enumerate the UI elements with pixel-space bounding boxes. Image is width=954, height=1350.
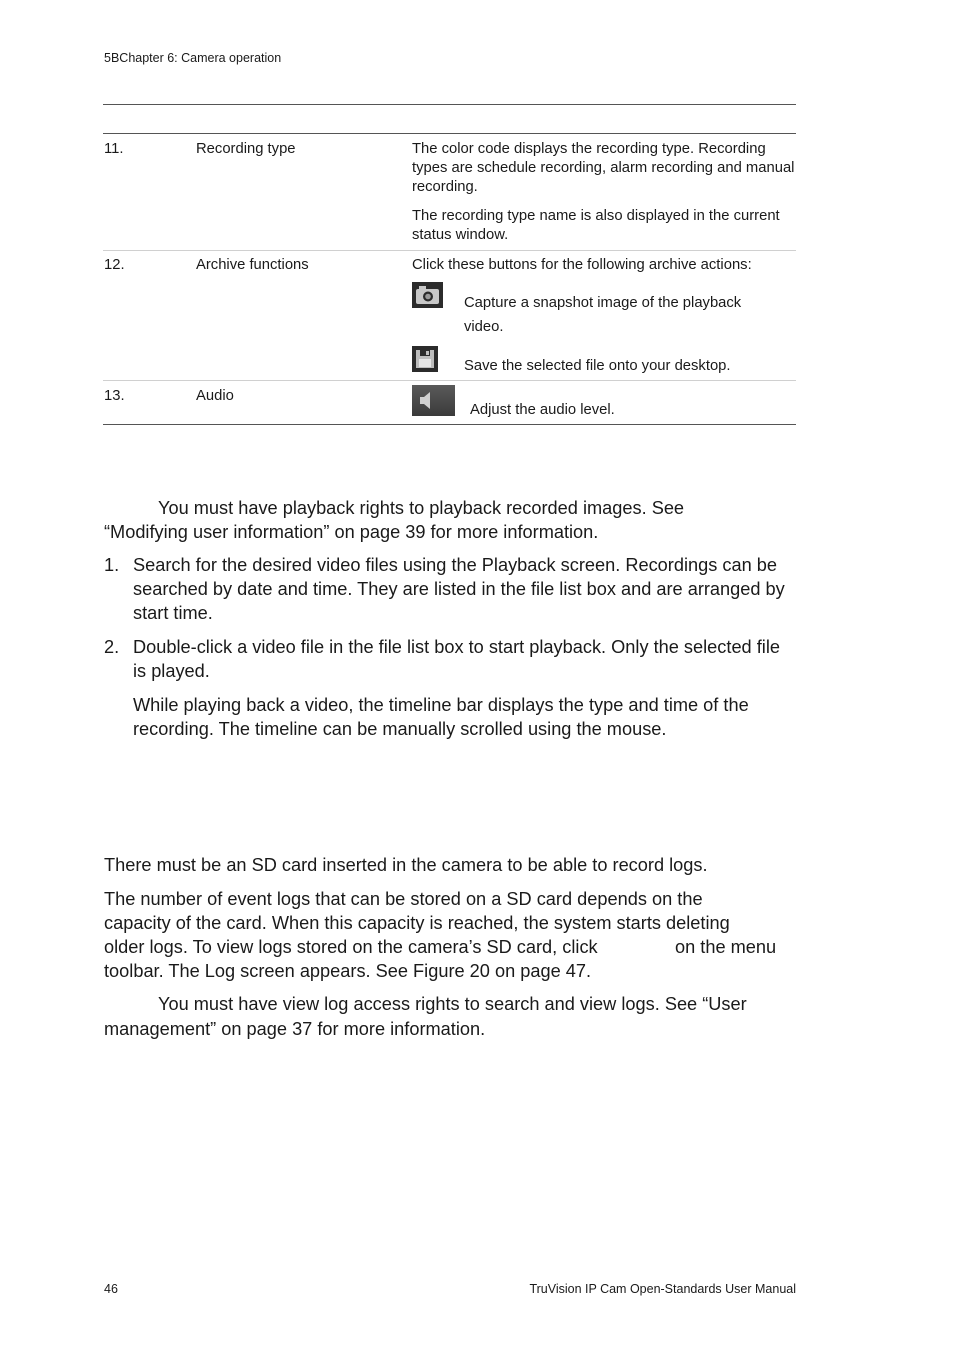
logs-paragraph-line: toolbar. The Log screen appears. See Figure 20 on page 47.	[104, 961, 592, 981]
row-number: 12.	[104, 257, 125, 273]
row-number: 11.	[104, 141, 124, 157]
step-number: 2.	[104, 637, 120, 657]
row-number: 13.	[104, 388, 125, 404]
row-name: Audio	[196, 388, 234, 404]
step-text: Double-click a video file in the file list box to start playback. Only the selected file is played.	[133, 637, 780, 681]
table-top-rule	[103, 133, 796, 134]
step-text: Search for the desired video files using the Playback screen. Recordings can be searched by date and time. They are listed in the file list box and are arranged by start time.	[133, 555, 785, 623]
row-description: Click these buttons for the following archive actions:	[412, 257, 752, 273]
snapshot-description-cont: video.	[464, 319, 504, 335]
logs-paragraph-line: capacity of the card. When this capacity is reached, the system starts deleting	[104, 913, 730, 933]
logs-paragraph: There must be an SD card inserted in the camera to be able to record logs.	[104, 855, 708, 875]
logs-paragraph-line-end: on the menu	[675, 937, 777, 957]
playback-note-cont: “Modifying user information” on page 39 for more information.	[104, 522, 599, 542]
logs-note-cont: management” on page 37 for more information.	[104, 1019, 486, 1039]
logs-paragraph-line: older logs. To view logs stored on the camera’s SD card, click	[104, 937, 598, 957]
row-name: Archive functions	[196, 257, 309, 273]
manual-title: TruVision IP Cam Open-Standards User Manual	[529, 1282, 796, 1296]
row-divider	[103, 250, 796, 251]
logs-note: You must have view log access rights to search and view logs. See “User	[158, 994, 747, 1014]
step-detail: While playing back a video, the timeline bar displays the type and time of the recording. The timeline can be manually scrolled using the mouse.	[133, 695, 749, 739]
table-bottom-rule	[103, 424, 796, 425]
row-divider	[103, 380, 796, 381]
playback-note: You must have playback rights to playback recorded images. See	[158, 498, 685, 518]
row-name: Recording type	[196, 141, 296, 157]
audio-description: Adjust the audio level.	[470, 402, 615, 418]
save-description: Save the selected file onto your desktop.	[464, 358, 731, 374]
row-description-secondary: The recording type name is also displayed in the current status window.	[412, 208, 780, 243]
speaker-icon[interactable]	[412, 385, 455, 416]
logs-paragraph-line: The number of event logs that can be stored on a SD card depends on the	[104, 889, 703, 909]
camera-icon[interactable]	[412, 282, 443, 308]
page-number: 46	[104, 1282, 118, 1296]
header-rule	[103, 104, 796, 105]
step-number: 1.	[104, 555, 120, 575]
snapshot-description: Capture a snapshot image of the playback	[464, 295, 742, 311]
floppy-disk-icon[interactable]	[412, 346, 438, 372]
running-header: 5BChapter 6: Camera operation	[104, 51, 282, 65]
row-description: The color code displays the recording type. Recording types are schedule recording, alarm recording and manual recording.	[412, 141, 795, 195]
